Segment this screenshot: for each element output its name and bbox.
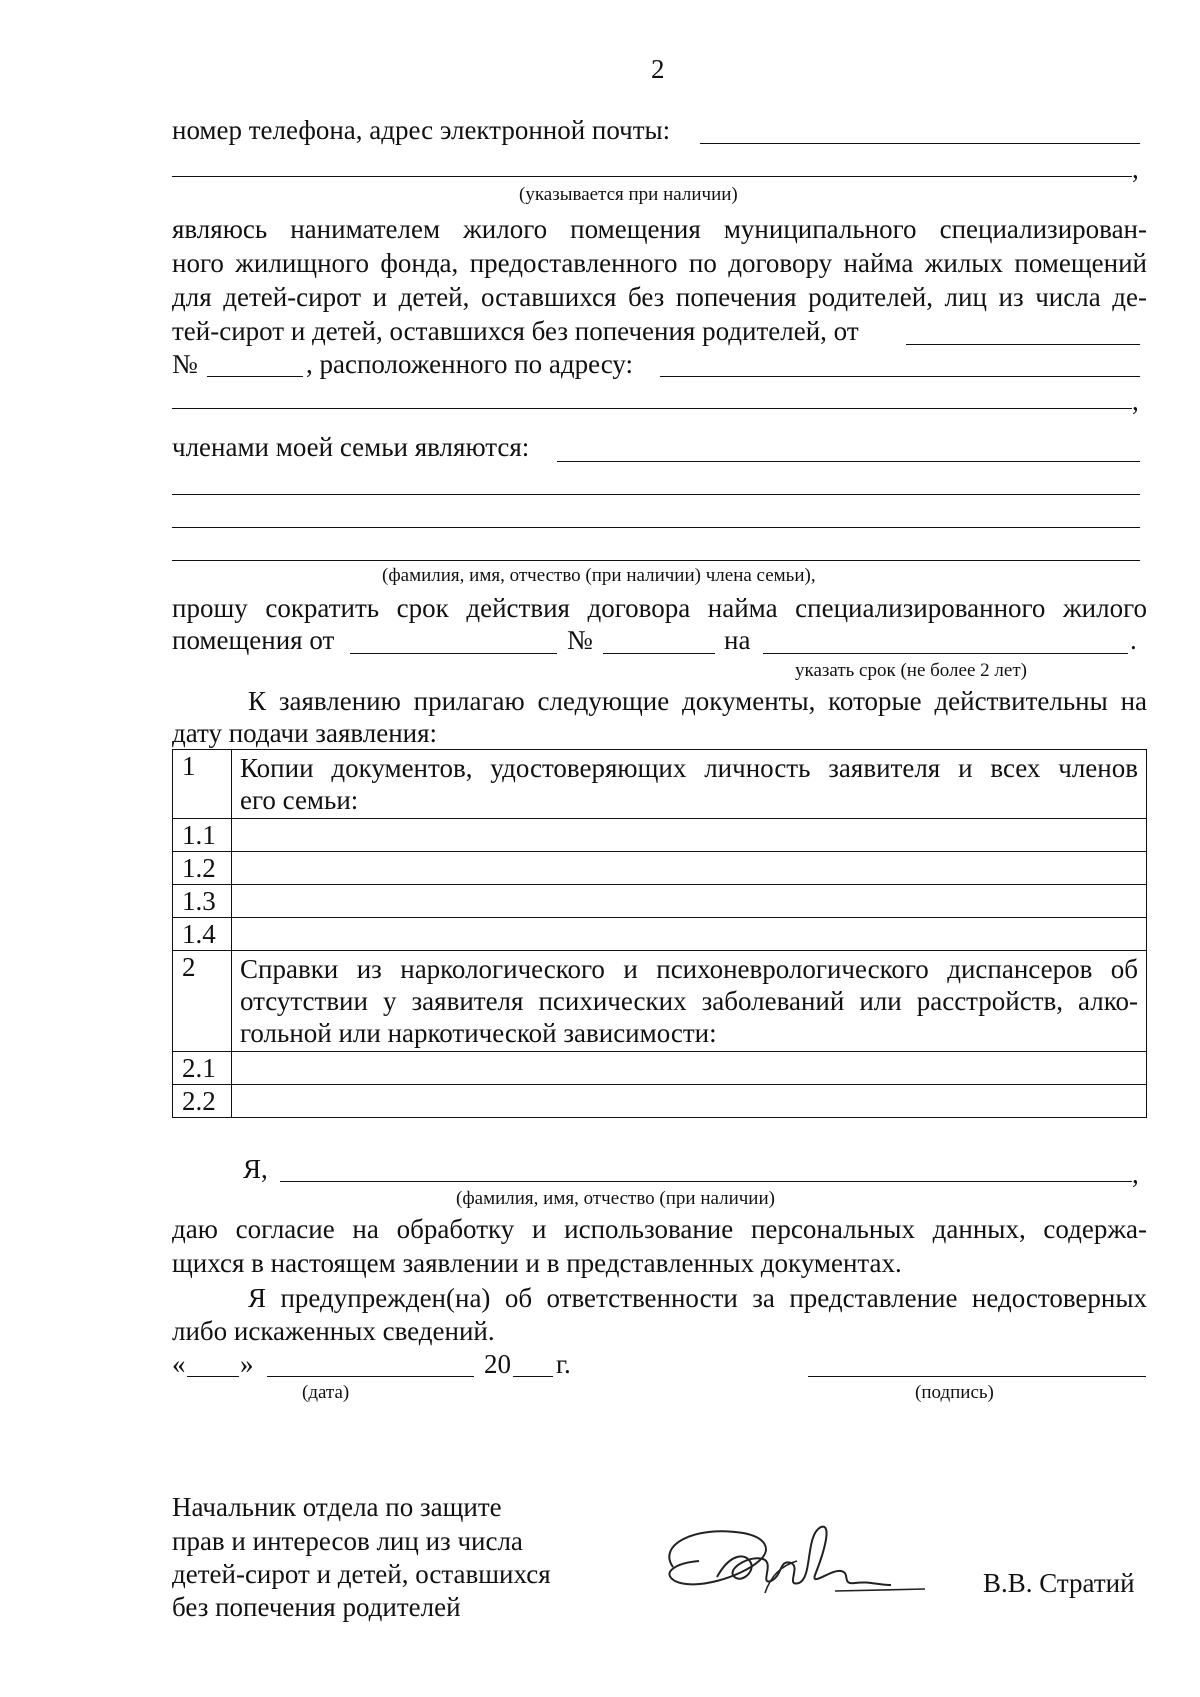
consent-hint: (фамилия, имя, отчество (при наличии) — [456, 1188, 775, 1209]
date-year-blank[interactable] — [513, 1376, 553, 1377]
body-line-3: для детей-сирот и детей, оставшихся без попечения родителей, лиц из числа де- — [172, 282, 1147, 312]
body-line-2: ного жилищного фонда, предоставленного по договору найма жилых помещений — [172, 248, 1147, 278]
consent-line-2: щихся в настоящем заявлении и в представленных документах. — [172, 1248, 902, 1278]
family-blank-1[interactable] — [557, 461, 1140, 462]
contacts-hint: (указывается при наличии) — [519, 184, 738, 205]
row-number: 2.2 — [173, 1085, 232, 1118]
row-entry-cell[interactable] — [232, 918, 1147, 951]
date-open-quote: « — [172, 1349, 186, 1379]
footer-title-3: детей-сирот и детей, оставшихся — [172, 1559, 551, 1589]
comma: , — [1132, 1159, 1139, 1189]
row-entry-cell[interactable] — [232, 885, 1147, 918]
row-entry-cell[interactable] — [232, 819, 1147, 852]
page-number: 2 — [651, 54, 665, 84]
row-text — [232, 750, 1147, 819]
contacts-blank-2[interactable] — [172, 176, 1132, 177]
period: . — [1130, 625, 1137, 655]
attachments-intro-2: дату подачи заявления: — [172, 718, 438, 748]
date-close-quote: » — [240, 1349, 254, 1379]
comma: , — [1132, 386, 1139, 416]
row-text-line: отсутствии у заявителя психических заболеваний или расстройств, алко- — [240, 986, 1138, 1016]
row-text-line: его семьи: — [240, 785, 359, 815]
contacts-blank-1[interactable] — [700, 143, 1140, 144]
table-row — [173, 750, 1147, 819]
date-day-blank[interactable] — [187, 1376, 239, 1377]
request-na-label: на — [724, 625, 751, 655]
body-line-1: являюсь нанимателем жилого помещения муниципального специализирован- — [172, 214, 1147, 244]
family-label: членами моей семьи являются: — [172, 432, 530, 462]
consent-line-1: даю согласие на обработку и использование персональных данных, содержа- — [172, 1214, 1147, 1244]
warning-line-2: либо искаженных сведений. — [172, 1316, 495, 1346]
address-label: , расположенного по адресу: — [306, 349, 634, 379]
signature-blank[interactable] — [808, 1376, 1146, 1377]
handwritten-signature — [655, 1515, 935, 1605]
row-number: 2.1 — [173, 1052, 232, 1085]
request-line-1: прошу сократить срок действия договора найма специализированного жилого — [172, 593, 1147, 623]
row-number: 2 — [173, 951, 232, 1052]
address-blank-2[interactable] — [172, 408, 1132, 409]
date-month-blank[interactable] — [267, 1376, 474, 1377]
footer-title-4: без попечения родителей — [172, 1592, 461, 1622]
row-text-line: гольной или наркотической зависимости: — [240, 1018, 717, 1048]
row-number: 1.4 — [173, 918, 232, 951]
consent-ya: Я, — [243, 1154, 268, 1184]
contacts-label: номер телефона, адрес электронной почты: — [172, 115, 671, 145]
address-blank-1[interactable] — [660, 376, 1140, 377]
row-number: 1.1 — [173, 819, 232, 852]
row-number: 1 — [173, 750, 232, 819]
table-row[interactable] — [173, 918, 1147, 951]
family-blank-3[interactable] — [172, 527, 1140, 528]
consent-name-blank[interactable] — [280, 1181, 1132, 1182]
table-row[interactable] — [173, 819, 1147, 852]
attachments-intro-1: К заявлению прилагаю следующие документы, которые действительны на — [248, 686, 1147, 716]
family-blank-4[interactable] — [172, 560, 1140, 561]
date-year-suffix: г. — [556, 1349, 571, 1379]
footer-name: В.В. Стратий — [983, 1568, 1135, 1598]
family-hint: (фамилия, имя, отчество (при наличии) члена семьи), — [382, 565, 816, 586]
row-number: 1.2 — [173, 852, 232, 885]
table-row[interactable] — [173, 1052, 1147, 1085]
row-entry-cell[interactable] — [232, 852, 1147, 885]
row-entry-cell[interactable] — [232, 1052, 1147, 1085]
signature-hint: (подпись) — [915, 1382, 994, 1403]
contract-date-blank[interactable] — [906, 344, 1140, 345]
request-from-label: помещения от — [172, 625, 335, 655]
row-text-line: Копии документов, удостоверяющих личность заявителя и всех членов — [240, 753, 1138, 783]
footer-title-2: прав и интересов лиц из числа — [172, 1526, 523, 1556]
table-row[interactable] — [173, 885, 1147, 918]
date-year-prefix: 20 — [484, 1349, 511, 1379]
request-term-blank[interactable] — [763, 653, 1128, 654]
table-row[interactable] — [173, 852, 1147, 885]
row-entry-cell[interactable] — [232, 1085, 1147, 1118]
footer-title-1: Начальник отдела по защите — [172, 1492, 502, 1522]
request-term-hint: указать срок (не более 2 лет) — [795, 660, 1027, 681]
row-text — [232, 951, 1147, 1052]
contract-number-blank[interactable] — [207, 376, 303, 377]
table-row — [173, 951, 1147, 1052]
request-number-blank[interactable] — [603, 653, 715, 654]
table-row[interactable] — [173, 1085, 1147, 1118]
request-number-sign: № — [567, 625, 593, 655]
number-sign: № — [172, 349, 198, 379]
row-text-line: Справки из наркологического и психоневрологического диспансеров об — [240, 954, 1138, 984]
date-hint: (дата) — [302, 1382, 350, 1403]
attachments-table — [172, 749, 1147, 1118]
body-line-4: тей-сирот и детей, оставшихся без попечения родителей, от — [172, 316, 859, 346]
row-number: 1.3 — [173, 885, 232, 918]
warning-line-1: Я предупрежден(на) об ответственности за представление недостоверных — [248, 1283, 1147, 1313]
comma: , — [1132, 154, 1139, 184]
request-date-blank[interactable] — [350, 653, 557, 654]
family-blank-2[interactable] — [172, 494, 1140, 495]
